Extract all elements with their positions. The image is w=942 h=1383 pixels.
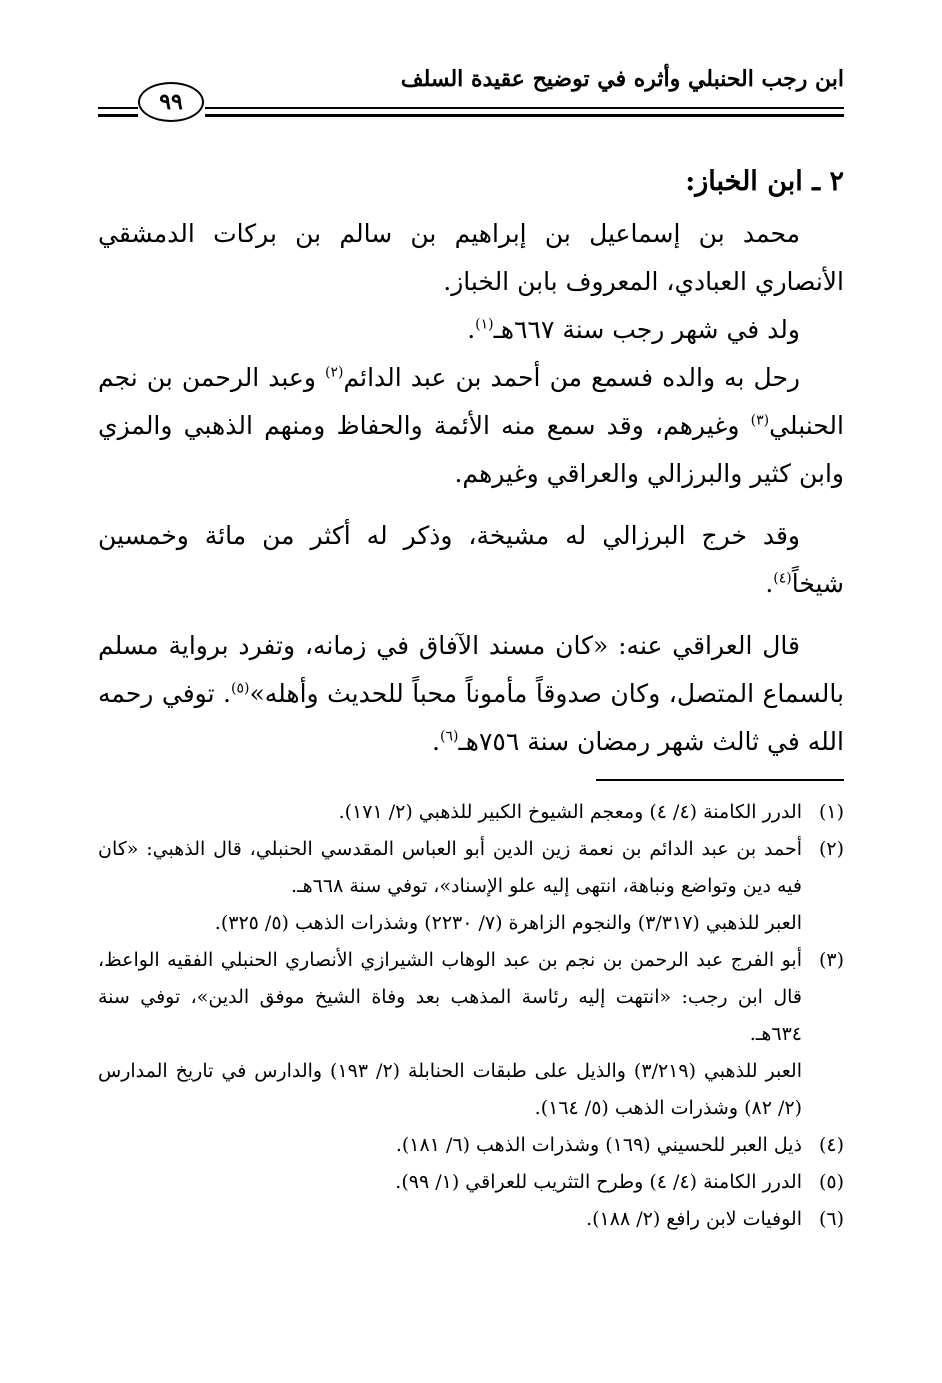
footnote-ref-2[interactable]: (٢) — [325, 364, 344, 381]
footnote-number: (٢) — [818, 838, 844, 860]
punctuation: . — [467, 315, 476, 344]
footnote-text: الدرر الكامنة (٤/ ٤) ومعجم الشيوخ الكبير للذهبي (٢/ ١٧١). — [338, 801, 802, 823]
footnote-item — [98, 1164, 844, 1201]
footnote-number: (٦) — [818, 1208, 844, 1230]
section-heading: ٢ ـ ابن الخباز: — [685, 166, 844, 197]
paragraph-birth — [98, 306, 844, 354]
paragraph-teachers-a: رحل به والده فسمع من أحمد بن عبد الدائم — [343, 363, 800, 392]
paragraph-iraqi-a: قال العراقي عنه: «كان مسند الآفاق في زمانه، وتفرد برواية مسلم بالسماع المتصل، وكان صدوقاً مأموناً محباً للحديث وأهله» — [98, 631, 844, 708]
footnote-item — [98, 1201, 844, 1238]
footnote-number: (١) — [818, 801, 844, 823]
paragraph-mashyakha-text: وقد خرج البرزالي له مشيخة، وذكر له أكثر من مائة وخمسين شيخاً — [98, 521, 844, 598]
paragraph-name: محمد بن إسماعيل بن إبراهيم بن سالم بن بركات الدمشقي الأنصاري العبادي، المعروف بابن الخباز. — [98, 219, 844, 296]
footnote-ref-1[interactable]: (١) — [475, 316, 494, 333]
footnote-text: أبو الفرج عبد الرحمن بن نجم بن عبد الوهاب الشيرازي الأنصاري الحنبلي الفقيه الواعظ، قال ابن رجب: «انتهت إليه رئاسة المذهب بعد وفاة الشيخ موفق الدين»، توفي سنة ٦٣٤هـ. — [98, 949, 802, 1045]
punctuation: . — [765, 569, 774, 598]
footnote-item — [98, 942, 844, 1127]
page-number: ٩٩ — [138, 82, 204, 122]
paragraph-iraqi-quote — [98, 622, 844, 766]
paragraph-mashyakha — [98, 512, 844, 608]
header-rule-left-top — [98, 107, 138, 109]
footnote-separator — [596, 779, 844, 781]
header-rule-top — [205, 107, 844, 109]
paragraph-teachers-b: وعبد الرحمن بن نجم الحنبلي — [98, 363, 844, 440]
footnote-item — [98, 794, 844, 831]
footnote-text: ذيل العبر للحسيني (١٦٩) وشذرات الذهب (٦/ ١٨١). — [395, 1134, 802, 1156]
footnote-text: العبر للذهبي (٣/٢١٩) والذيل على طبقات الحنابلة (٢/ ١٩٣) والدارس في تاريخ المدارس (٢/ ٨٢) وشذرات الذهب (٥/ ١٦٤). — [98, 1060, 802, 1119]
header-rule-bottom — [205, 114, 844, 117]
footnote-text: الوفيات لابن رافع (٢/ ١٨٨). — [586, 1208, 802, 1230]
header-rule-left-bottom — [98, 114, 138, 117]
paragraph-teachers-c: وغيرهم، وقد سمع منه الأئمة والحفاظ ومنهم الذهبي والمزي وابن كثير والبرزالي والعراقي وغيرهم. — [98, 411, 844, 488]
footnotes — [98, 794, 844, 1238]
footnote-text: العبر للذهبي (٣/٣١٧) والنجوم الزاهرة (٧/ ٢٢٣٠) وشذرات الذهب (٥/ ٣٢٥). — [214, 912, 802, 934]
punctuation: . — [432, 727, 440, 756]
footnote-item — [98, 1127, 844, 1164]
footnote-item — [98, 831, 844, 942]
footnote-number: (٤) — [818, 1134, 844, 1156]
footnote-ref-3[interactable]: (٣) — [750, 412, 770, 429]
running-header-title: ابن رجب الحنبلي وأثره في توضيح عقيدة السلف — [400, 66, 844, 92]
paragraph-birth-text: ولد في شهر رجب سنة ٦٦٧هـ — [493, 315, 800, 344]
main-text — [98, 158, 844, 766]
footnote-ref-4[interactable]: (٤) — [773, 570, 792, 587]
paragraph-teachers — [98, 354, 844, 498]
footnote-ref-6[interactable]: (٦) — [439, 728, 459, 745]
footnote-number: (٣) — [818, 949, 844, 971]
footnote-number: (٥) — [818, 1171, 844, 1193]
paragraph-iraqi-b: . توفي رحمه الله في ثالث شهر رمضان سنة ٧٥٦هـ — [98, 679, 844, 756]
footnote-text: أحمد بن عبد الدائم بن نعمة زين الدين أبو العباس المقدسي الحنبلي، قال الذهبي: «كان فيه دين وتواضع ونباهة، انتهى إليه علو الإسناد»، توفي سنة ٦٦٨هـ. — [98, 838, 802, 897]
footnote-text: الدرر الكامنة (٤/ ٤) وطرح التثريب للعراقي (١/ ٩٩). — [395, 1171, 802, 1193]
footnote-ref-5[interactable]: (٥) — [230, 680, 250, 697]
